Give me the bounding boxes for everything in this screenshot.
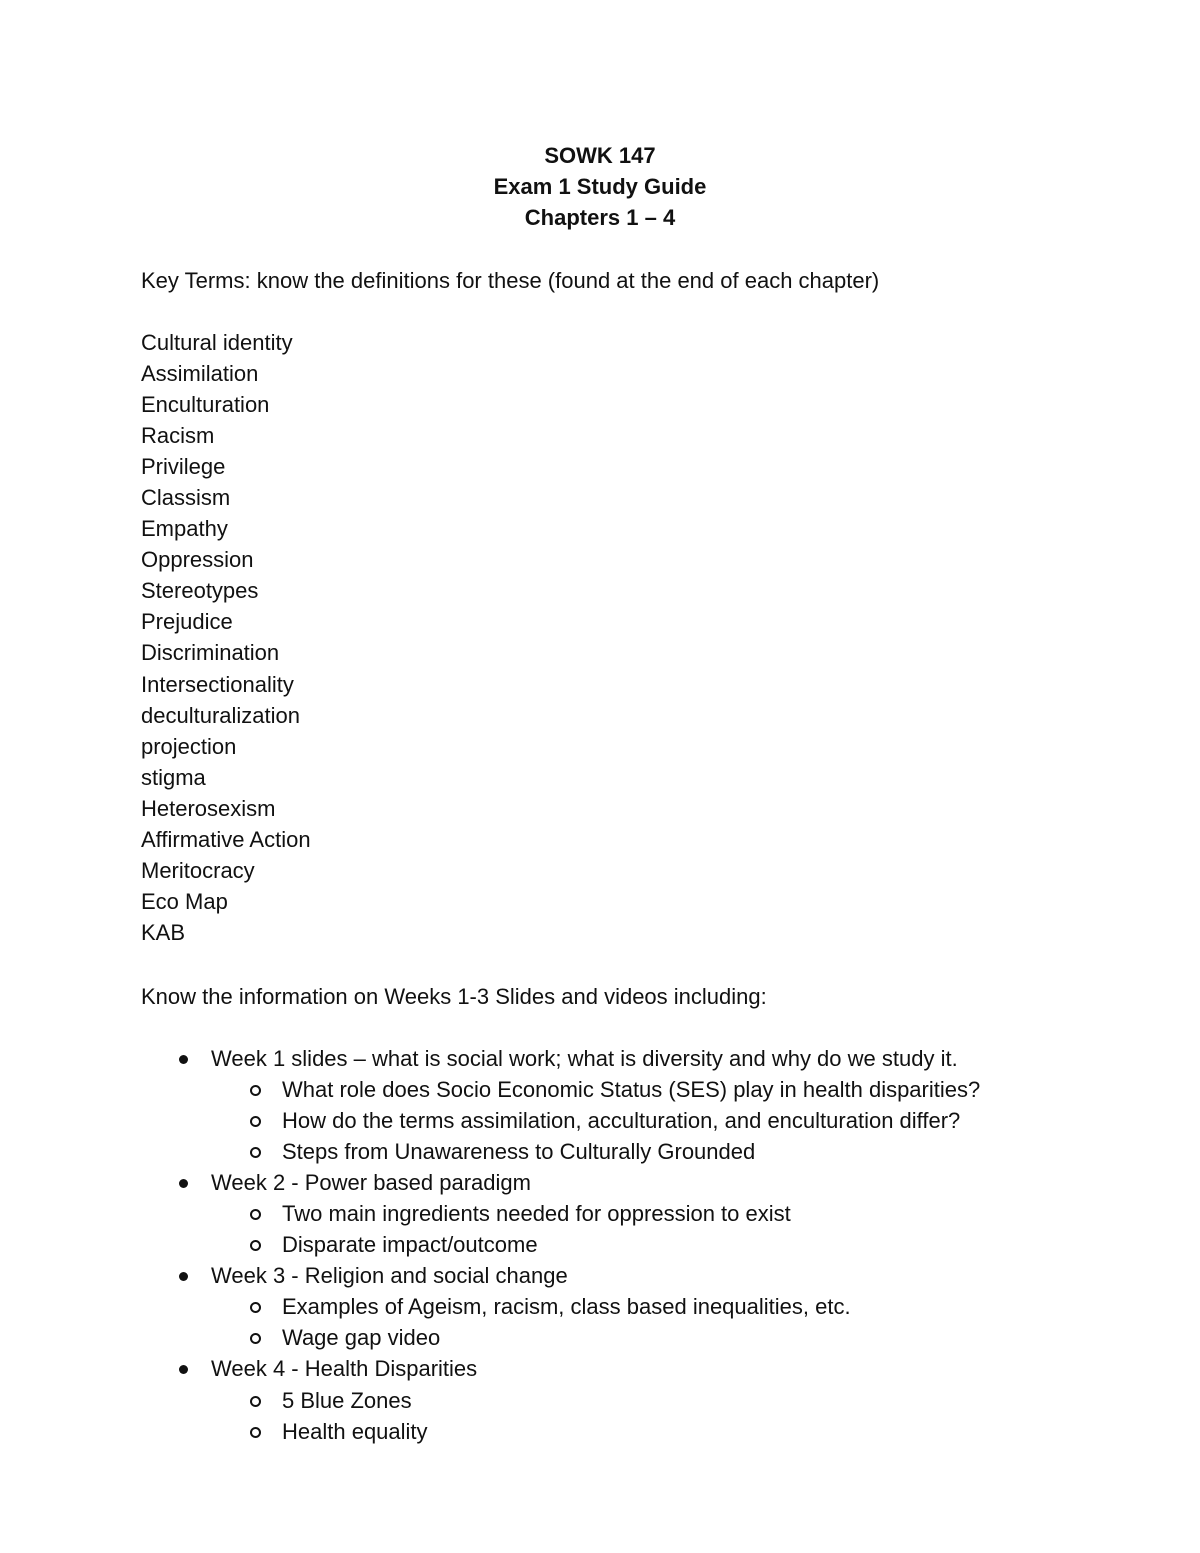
key-term: stigma <box>141 764 206 790</box>
key-term: Oppression <box>141 547 254 573</box>
key-term: Discrimination <box>141 640 280 666</box>
subitem-text: Disparate impact/outcome <box>282 1232 538 1258</box>
hollow-bullet-icon <box>250 1396 261 1407</box>
weeks-intro: Know the information on Weeks 1-3 Slides and videos including: <box>141 984 767 1009</box>
hollow-bullet-icon <box>250 1209 261 1220</box>
bullet-icon <box>179 1055 188 1064</box>
week-subitem <box>0 1416 1200 1447</box>
chapters-range: Chapters 1 – 4 <box>524 205 676 230</box>
key-term: Prejudice <box>141 609 233 635</box>
week-item <box>0 1260 1200 1291</box>
week-label: Week 1 slides – what is social work; what is diversity and why do we study it. <box>211 1046 958 1071</box>
bullet-icon <box>179 1272 188 1281</box>
week-subitem <box>0 1136 1200 1167</box>
key-term: Cultural identity <box>141 330 293 355</box>
hollow-bullet-icon <box>250 1240 261 1251</box>
document-title-block <box>0 140 1200 233</box>
week-subitem <box>0 1322 1200 1353</box>
key-terms-list <box>141 327 311 948</box>
weeks-list <box>0 1043 1200 1447</box>
hollow-bullet-icon <box>250 1147 261 1158</box>
key-term: Stereotypes <box>141 578 259 604</box>
key-term: Affirmative Action <box>141 826 311 852</box>
key-terms-intro: Key Terms: know the definitions for these (found at the end of each chapter) <box>141 268 880 293</box>
subitem-text: How do the terms assimilation, acculturation, and enculturation differ? <box>282 1108 961 1134</box>
week-item <box>0 1043 1200 1074</box>
week-subitem <box>0 1105 1200 1136</box>
key-term: Classism <box>141 485 231 511</box>
subitem-text: Steps from Unawareness to Culturally Grounded <box>282 1139 756 1165</box>
exam-title: Exam 1 Study Guide <box>493 174 707 199</box>
key-term: Privilege <box>141 454 226 480</box>
key-term: Eco Map <box>141 888 228 914</box>
key-term: Empathy <box>141 516 228 542</box>
bullet-icon <box>179 1365 188 1374</box>
course-code: SOWK 147 <box>544 143 656 168</box>
subitem-text: Wage gap video <box>282 1325 441 1351</box>
key-term: Assimilation <box>141 361 259 387</box>
hollow-bullet-icon <box>250 1116 261 1127</box>
week-subitem <box>0 1198 1200 1229</box>
key-term: Racism <box>141 423 215 449</box>
key-term: Enculturation <box>141 392 270 418</box>
key-term: Intersectionality <box>141 671 294 697</box>
subitem-text: What role does Socio Economic Status (SES) play in health disparities? <box>282 1077 981 1103</box>
hollow-bullet-icon <box>250 1427 261 1438</box>
subitem-text: Health equality <box>282 1418 428 1444</box>
week-subitem <box>0 1385 1200 1416</box>
key-term: projection <box>141 733 237 759</box>
key-term: Heterosexism <box>141 795 276 821</box>
week-label: Week 4 - Health Disparities <box>211 1356 478 1382</box>
subitem-text: Examples of Ageism, racism, class based inequalities, etc. <box>282 1294 851 1320</box>
key-term: deculturalization <box>141 702 300 728</box>
key-term: KAB <box>141 919 186 945</box>
week-item <box>0 1353 1200 1384</box>
week-label: Week 2 - Power based paradigm <box>211 1170 531 1196</box>
week-subitem <box>0 1291 1200 1322</box>
hollow-bullet-icon <box>250 1085 261 1096</box>
week-subitem <box>0 1229 1200 1260</box>
hollow-bullet-icon <box>250 1302 261 1313</box>
week-subitem <box>0 1074 1200 1105</box>
subitem-text: Two main ingredients needed for oppression to exist <box>282 1201 791 1227</box>
subitem-text: 5 Blue Zones <box>282 1387 412 1413</box>
week-label: Week 3 - Religion and social change <box>211 1263 568 1289</box>
key-term: Meritocracy <box>141 857 255 883</box>
hollow-bullet-icon <box>250 1333 261 1344</box>
week-item <box>0 1167 1200 1198</box>
bullet-icon <box>179 1179 188 1188</box>
